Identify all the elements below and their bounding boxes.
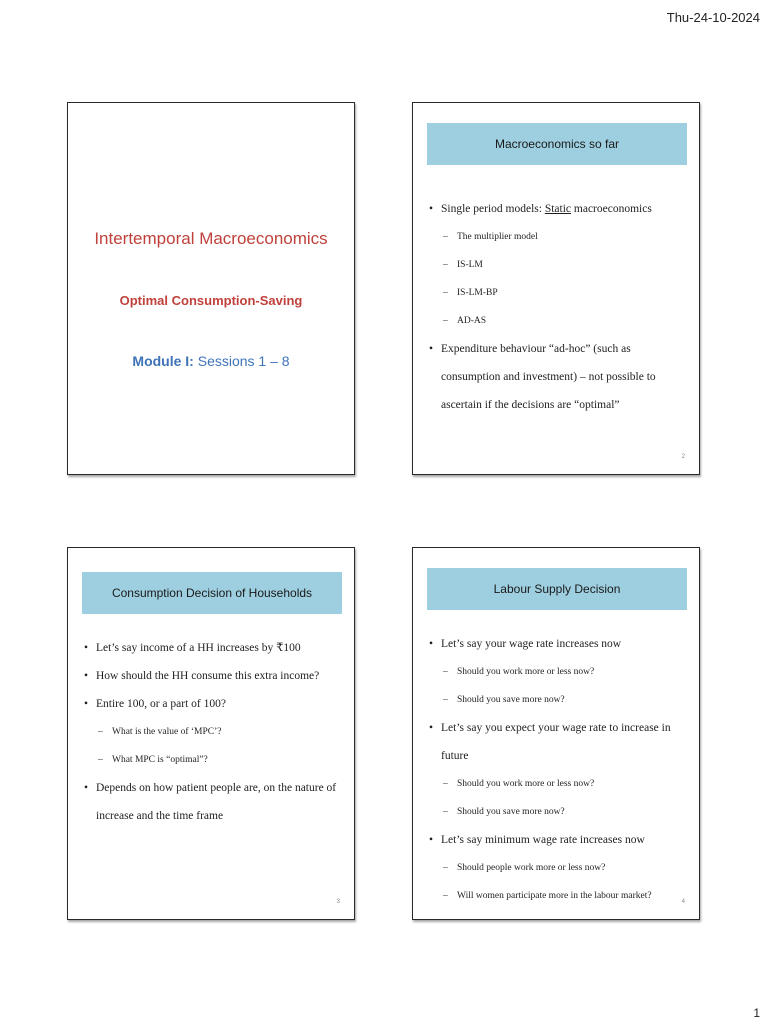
page-date: Thu-24-10-2024	[666, 10, 760, 25]
slide-header: Labour Supply Decision	[427, 568, 687, 610]
module-sessions: Sessions 1 – 8	[193, 353, 290, 369]
bullet-list	[82, 634, 344, 830]
sub-item: – What is the value of ‘MPC’?	[82, 718, 344, 746]
bullet-list	[427, 630, 689, 910]
bullet-item: • Let’s say your wage rate increases now	[427, 630, 689, 658]
bullet-item: • Let’s say minimum wage rate increases now	[427, 826, 689, 854]
slide-4	[412, 547, 700, 920]
sub-item: – Should you work more or less now?	[427, 770, 689, 798]
bullet-item: • Expenditure behaviour “ad-hoc” (such as consumption and investment) – not possible to ascertain if the decisions are “optimal”	[427, 335, 689, 419]
sub-item: – Should people work more or less now?	[427, 854, 689, 882]
slide-header: Macroeconomics so far	[427, 123, 687, 165]
underlined-term: Static	[544, 203, 572, 215]
module-label: Module I:	[132, 353, 194, 369]
bullet-item: • How should the HH consume this extra income?	[82, 662, 344, 690]
bullet-item: • Single period models: Static macroeconomics	[427, 195, 689, 223]
slide-title: Intertemporal Macroeconomics	[94, 229, 328, 248]
sub-item: – IS-LM-BP	[427, 279, 689, 307]
slide-subtitle: Optimal Consumption-Saving	[119, 293, 303, 308]
slide-number: 2	[681, 454, 685, 460]
sub-item: – What MPC is “optimal”?	[82, 746, 344, 774]
bullet-item: • Depends on how patient people are, on the nature of increase and the time frame	[82, 774, 344, 830]
page-number: 1	[753, 1006, 760, 1020]
sub-item: – Should you work more or less now?	[427, 658, 689, 686]
bullet-item: • Entire 100, or a part of 100?	[82, 690, 344, 718]
sub-item: – Should you save more now?	[427, 798, 689, 826]
slide-3	[67, 547, 355, 920]
sub-item: – IS-LM	[427, 251, 689, 279]
sub-item: – Will women participate more in the labour market?	[427, 882, 689, 910]
slide-header: Consumption Decision of Households	[82, 572, 342, 614]
module-info	[68, 353, 354, 369]
bullet-item: • Let’s say income of a HH increases by ₹100	[82, 634, 344, 662]
sub-item: – The multiplier model	[427, 223, 689, 251]
slide-2	[412, 102, 700, 475]
slide-1-title	[67, 102, 355, 475]
sub-item: – Should you save more now?	[427, 686, 689, 714]
slide-number: 4	[681, 899, 685, 905]
sub-item: – AD-AS	[427, 307, 689, 335]
bullet-list	[427, 195, 689, 419]
slide-number: 3	[336, 899, 340, 905]
bullet-item: • Let’s say you expect your wage rate to increase in future	[427, 714, 689, 770]
